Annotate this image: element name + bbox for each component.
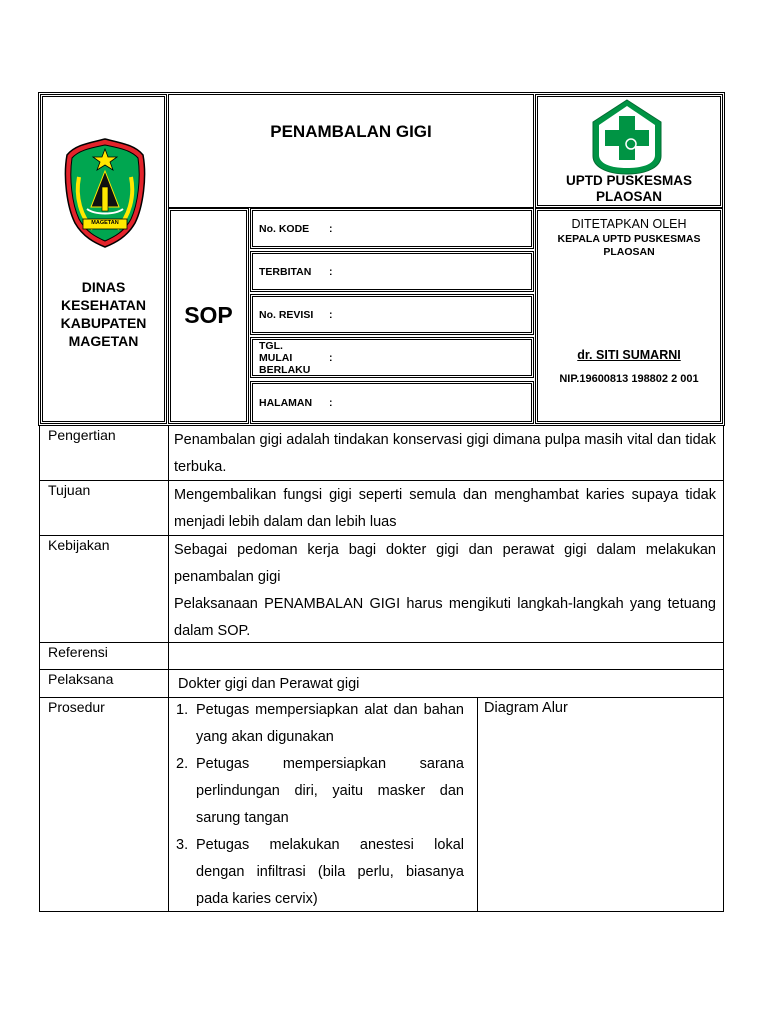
established-by: DITETAPKAN OLEH [571, 217, 687, 231]
puskesmas-logo [591, 98, 663, 176]
title-cell [168, 94, 534, 208]
sop-cell [168, 208, 249, 424]
diagram-alur-label: Diagram Alur [484, 700, 568, 716]
puskesmas-name: UPTD PUSKESMAS PLAOSAN [565, 173, 692, 204]
department-cell [40, 94, 167, 424]
logo-banner-text: MAGETAN [91, 220, 119, 226]
pelaksana-text: Dokter gigi dan Perawat gigi [168, 669, 724, 698]
tujuan-text: Mengembalikan fungsi gigi seperti semula dan menghambat karies supaya tidak menjadi lebih dalam dan lebih luas [168, 480, 724, 536]
pengertian-label: Pengertian [39, 425, 169, 481]
sop-label: SOP [184, 302, 233, 328]
tujuan-label: Tujuan [39, 480, 169, 536]
kebijakan-text-2: Pelaksanaan PENAMBALAN GIGI harus mengikuti langkah-langkah yang tetuang dalam SOP. [174, 596, 716, 639]
puskesmas-cell [535, 94, 723, 208]
diagram-alur-cell [477, 697, 724, 912]
kebijakan-label: Kebijakan [39, 535, 169, 643]
prosedur-steps [168, 697, 478, 912]
document-title: PENAMBALAN GIGI [270, 122, 432, 141]
magetan-regency-emblem [63, 137, 147, 249]
kebijakan-text-1: Sebagai pedoman kerja bagi dokter gigi dan perawat gigi dalam melakukan penambalan gigi [174, 542, 716, 585]
kebijakan-cell [168, 535, 724, 643]
prosedur-step: 3. Petugas melakukan anestesi lokal dengan infiltrasi (bila perlu, biasanya pada karies cervix) [176, 837, 464, 907]
field-halaman: HALAMAN : [250, 381, 534, 424]
signatory-nip: NIP.19600813 198802 2 001 [559, 373, 699, 385]
prosedur-label: Prosedur [39, 697, 169, 912]
approver-title: KEPALA UPTD PUSKESMAS PLAOSAN [557, 233, 701, 258]
field-no-kode: No. KODE : [250, 208, 534, 249]
department-name: DINAS KESEHATAN KABUPATEN MAGETAN [60, 279, 147, 349]
field-terbitan: TERBITAN : [250, 251, 534, 292]
pelaksana-label: Pelaksana [39, 669, 169, 698]
referensi-text [168, 642, 724, 670]
approval-cell [535, 208, 723, 424]
prosedur-step: 2. Petugas mempersiapkan sarana perlindungan diri, yaitu masker dan sarung tangan [176, 756, 464, 826]
field-no-revisi: No. REVISI : [250, 294, 534, 335]
prosedur-step: 1. Petugas mempersiapkan alat dan bahan yang akan digunakan [176, 702, 464, 745]
field-tgl-mulai-berlaku: TGL. MULAI BERLAKU : [250, 337, 534, 378]
pengertian-text: Penambalan gigi adalah tindakan konservasi gigi dimana pulpa masih vital dan tidak terbuka. [168, 425, 724, 481]
signatory-name: dr. SITI SUMARNI [577, 348, 681, 362]
referensi-label: Referensi [39, 642, 169, 670]
